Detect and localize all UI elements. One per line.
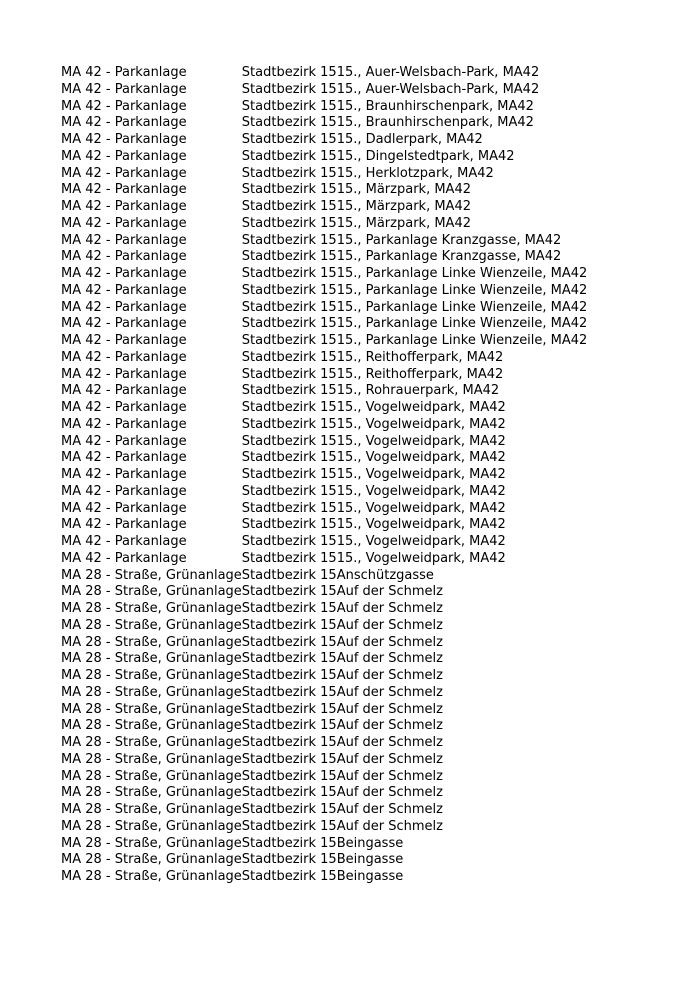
location-cell: Beingasse: [336, 835, 404, 851]
location-cell: Auf der Schmelz: [336, 617, 443, 633]
district-cell: Stadtbezirk 15: [241, 668, 337, 683]
table-row: [61, 752, 587, 769]
location-cell: Auf der Schmelz: [336, 668, 443, 683]
location-cell: 15., Märzpark, MA42: [336, 182, 471, 198]
table-row: [61, 702, 587, 719]
table-row: [61, 266, 587, 283]
district-cell: Stadtbezirk 15: [241, 366, 337, 382]
department-cell: MA 28 - Straße, Grünanlage: [61, 852, 242, 868]
department-cell: MA 28 - Straße, Grünanlage: [61, 668, 242, 683]
location-cell: 15., Auer-Welsbach-Park, MA42: [336, 65, 540, 80]
department-cell: MA 42 - Parkanlage: [61, 182, 187, 198]
location-cell: 15., Vogelweidpark, MA42: [336, 467, 506, 482]
district-cell: Stadtbezirk 15: [241, 199, 337, 214]
location-cell: 15., Vogelweidpark, MA42: [336, 450, 506, 466]
table-row: [61, 417, 587, 434]
department-cell: MA 42 - Parkanlage: [61, 232, 187, 248]
location-cell: 15., Reithofferpark, MA42: [336, 366, 504, 382]
district-cell: Stadtbezirk 15: [241, 584, 337, 600]
department-cell: MA 42 - Parkanlage: [61, 148, 187, 164]
district-cell: Stadtbezirk 15: [241, 316, 337, 332]
location-cell: Auf der Schmelz: [336, 634, 443, 650]
department-cell: MA 42 - Parkanlage: [61, 450, 187, 466]
location-cell: Auf der Schmelz: [336, 818, 443, 834]
table-row: [61, 115, 587, 132]
department-cell: MA 28 - Straße, Grünanlage: [61, 835, 242, 851]
department-cell: MA 28 - Straße, Grünanlage: [61, 617, 242, 633]
location-cell: 15., Parkanlage Linke Wienzeile, MA42: [336, 333, 588, 348]
table-row: [61, 132, 587, 149]
records-table: [61, 65, 587, 886]
location-cell: 15., Parkanlage Linke Wienzeile, MA42: [336, 266, 588, 281]
department-cell: MA 28 - Straße, Grünanlage: [61, 684, 242, 700]
location-cell: Beingasse: [336, 869, 404, 884]
district-cell: Stadtbezirk 15: [241, 534, 337, 549]
table-row: [61, 836, 587, 853]
district-cell: Stadtbezirk 15: [241, 651, 337, 667]
department-cell: MA 42 - Parkanlage: [61, 165, 187, 181]
table-row: [61, 819, 587, 836]
table-row: [61, 501, 587, 518]
location-cell: Anschützgasse: [336, 567, 434, 583]
table-row: [61, 216, 587, 233]
location-cell: 15., Parkanlage Linke Wienzeile, MA42: [336, 299, 588, 315]
location-cell: 15., Vogelweidpark, MA42: [336, 534, 506, 549]
district-cell: Stadtbezirk 15: [241, 617, 337, 633]
department-cell: MA 42 - Parkanlage: [61, 433, 187, 449]
district-cell: Stadtbezirk 15: [241, 383, 337, 399]
location-cell: Auf der Schmelz: [336, 651, 443, 667]
department-cell: MA 42 - Parkanlage: [61, 366, 187, 382]
location-cell: 15., Märzpark, MA42: [336, 199, 471, 214]
district-cell: Stadtbezirk 15: [241, 785, 337, 801]
table-row: [61, 618, 587, 635]
location-cell: 15., Vogelweidpark, MA42: [336, 433, 506, 449]
department-cell: MA 42 - Parkanlage: [61, 517, 187, 533]
location-cell: Auf der Schmelz: [336, 768, 443, 784]
district-cell: Stadtbezirk 15: [241, 701, 337, 717]
department-cell: MA 42 - Parkanlage: [61, 282, 187, 298]
table-row: [61, 685, 587, 702]
department-cell: MA 42 - Parkanlage: [61, 467, 187, 482]
district-cell: Stadtbezirk 15: [241, 852, 337, 868]
district-cell: Stadtbezirk 15: [241, 751, 337, 767]
location-cell: Auf der Schmelz: [336, 802, 443, 817]
district-cell: Stadtbezirk 15: [241, 601, 337, 616]
district-cell: Stadtbezirk 15: [241, 349, 337, 365]
location-cell: Auf der Schmelz: [336, 735, 443, 750]
department-cell: MA 28 - Straße, Grünanlage: [61, 768, 242, 784]
table-row: [61, 166, 587, 183]
table-row: [61, 601, 587, 618]
district-cell: Stadtbezirk 15: [241, 98, 337, 114]
location-cell: 15., Reithofferpark, MA42: [336, 349, 504, 365]
department-cell: MA 42 - Parkanlage: [61, 299, 187, 315]
location-cell: Auf der Schmelz: [336, 684, 443, 700]
department-cell: MA 42 - Parkanlage: [61, 98, 187, 114]
location-cell: Auf der Schmelz: [336, 701, 443, 717]
district-cell: Stadtbezirk 15: [241, 299, 337, 315]
table-row: [61, 484, 587, 501]
table-row: [61, 367, 587, 384]
location-cell: 15., Märzpark, MA42: [336, 215, 471, 231]
records-body: [61, 65, 587, 886]
department-cell: MA 28 - Straße, Grünanlage: [61, 818, 242, 834]
location-cell: Auf der Schmelz: [336, 601, 443, 616]
department-cell: MA 28 - Straße, Grünanlage: [61, 651, 242, 667]
location-cell: Auf der Schmelz: [336, 785, 443, 801]
location-cell: 15., Parkanlage Linke Wienzeile, MA42: [336, 282, 588, 298]
table-row: [61, 668, 587, 685]
department-cell: MA 42 - Parkanlage: [61, 333, 187, 348]
location-cell: 15., Vogelweidpark, MA42: [336, 400, 506, 415]
location-cell: Auf der Schmelz: [336, 718, 443, 734]
location-cell: 15., Vogelweidpark, MA42: [336, 517, 506, 533]
department-cell: MA 28 - Straße, Grünanlage: [61, 567, 242, 583]
table-row: [61, 333, 587, 350]
table-row: [61, 568, 587, 585]
department-cell: MA 42 - Parkanlage: [61, 199, 187, 214]
location-cell: Beingasse: [336, 852, 404, 868]
district-cell: Stadtbezirk 15: [241, 450, 337, 466]
district-cell: Stadtbezirk 15: [241, 165, 337, 181]
department-cell: MA 42 - Parkanlage: [61, 65, 187, 80]
table-row: [61, 802, 587, 819]
table-row: [61, 718, 587, 735]
location-cell: 15., Rohrauerpark, MA42: [336, 383, 500, 399]
department-cell: MA 42 - Parkanlage: [61, 266, 187, 281]
table-row: [61, 65, 587, 82]
department-cell: MA 42 - Parkanlage: [61, 416, 187, 432]
district-cell: Stadtbezirk 15: [241, 115, 337, 131]
district-cell: Stadtbezirk 15: [241, 232, 337, 248]
department-cell: MA 28 - Straße, Grünanlage: [61, 584, 242, 600]
district-cell: Stadtbezirk 15: [241, 148, 337, 164]
department-cell: MA 42 - Parkanlage: [61, 115, 187, 131]
table-row: [61, 199, 587, 216]
location-cell: Auf der Schmelz: [336, 584, 443, 600]
district-cell: Stadtbezirk 15: [241, 818, 337, 834]
department-cell: MA 42 - Parkanlage: [61, 316, 187, 332]
department-cell: MA 42 - Parkanlage: [61, 215, 187, 231]
department-cell: MA 28 - Straße, Grünanlage: [61, 634, 242, 650]
department-cell: MA 28 - Straße, Grünanlage: [61, 718, 242, 734]
location-cell: 15., Vogelweidpark, MA42: [336, 483, 506, 499]
department-cell: MA 42 - Parkanlage: [61, 383, 187, 399]
department-cell: MA 28 - Straße, Grünanlage: [61, 802, 242, 817]
district-cell: Stadtbezirk 15: [241, 282, 337, 298]
district-cell: Stadtbezirk 15: [241, 517, 337, 533]
department-cell: MA 42 - Parkanlage: [61, 349, 187, 365]
table-row: [61, 852, 587, 869]
department-cell: MA 42 - Parkanlage: [61, 249, 187, 265]
department-cell: MA 42 - Parkanlage: [61, 81, 187, 97]
table-row: [61, 785, 587, 802]
district-cell: Stadtbezirk 15: [241, 550, 337, 566]
table-row: [61, 434, 587, 451]
location-cell: 15., Dingelstedtpark, MA42: [336, 148, 515, 164]
district-cell: Stadtbezirk 15: [241, 400, 337, 415]
department-cell: MA 28 - Straße, Grünanlage: [61, 785, 242, 801]
district-cell: Stadtbezirk 15: [241, 500, 337, 516]
department-cell: MA 42 - Parkanlage: [61, 483, 187, 499]
table-row: [61, 99, 587, 116]
department-cell: MA 42 - Parkanlage: [61, 132, 187, 147]
table-row: [61, 249, 587, 266]
district-cell: Stadtbezirk 15: [241, 433, 337, 449]
location-cell: 15., Parkanlage Kranzgasse, MA42: [336, 232, 562, 248]
district-cell: Stadtbezirk 15: [241, 483, 337, 499]
table-row: [61, 735, 587, 752]
location-cell: 15., Vogelweidpark, MA42: [336, 500, 506, 516]
location-cell: 15., Auer-Welsbach-Park, MA42: [336, 81, 540, 97]
district-cell: Stadtbezirk 15: [241, 333, 337, 348]
table-row: [61, 450, 587, 467]
district-cell: Stadtbezirk 15: [241, 735, 337, 750]
department-cell: MA 28 - Straße, Grünanlage: [61, 601, 242, 616]
district-cell: Stadtbezirk 15: [241, 869, 337, 884]
table-row: [61, 283, 587, 300]
department-cell: MA 42 - Parkanlage: [61, 500, 187, 516]
district-cell: Stadtbezirk 15: [241, 684, 337, 700]
department-cell: MA 28 - Straße, Grünanlage: [61, 701, 242, 717]
table-row: [61, 82, 587, 99]
table-row: [61, 149, 587, 166]
district-cell: Stadtbezirk 15: [241, 416, 337, 432]
table-row: [61, 517, 587, 534]
department-cell: MA 28 - Straße, Grünanlage: [61, 735, 242, 750]
location-cell: Auf der Schmelz: [336, 751, 443, 767]
district-cell: Stadtbezirk 15: [241, 467, 337, 482]
table-row: [61, 769, 587, 786]
location-cell: 15., Dadlerpark, MA42: [336, 132, 483, 147]
district-cell: Stadtbezirk 15: [241, 634, 337, 650]
location-cell: 15., Braunhirschenpark, MA42: [336, 115, 534, 131]
district-cell: Stadtbezirk 15: [241, 718, 337, 734]
district-cell: Stadtbezirk 15: [241, 65, 337, 80]
location-cell: 15., Herklotzpark, MA42: [336, 165, 494, 181]
table-row: [61, 300, 587, 317]
table-row: [61, 182, 587, 199]
district-cell: Stadtbezirk 15: [241, 768, 337, 784]
location-cell: 15., Vogelweidpark, MA42: [336, 550, 506, 566]
table-row: [61, 400, 587, 417]
department-cell: MA 28 - Straße, Grünanlage: [61, 751, 242, 767]
table-row: [61, 350, 587, 367]
table-row: [61, 651, 587, 668]
district-cell: Stadtbezirk 15: [241, 249, 337, 265]
district-cell: Stadtbezirk 15: [241, 266, 337, 281]
table-row: [61, 584, 587, 601]
location-cell: 15., Parkanlage Linke Wienzeile, MA42: [336, 316, 588, 332]
district-cell: Stadtbezirk 15: [241, 132, 337, 147]
district-cell: Stadtbezirk 15: [241, 835, 337, 851]
department-cell: MA 42 - Parkanlage: [61, 550, 187, 566]
district-cell: Stadtbezirk 15: [241, 81, 337, 97]
district-cell: Stadtbezirk 15: [241, 802, 337, 817]
table-row: [61, 233, 587, 250]
table-row: [61, 551, 587, 568]
department-cell: MA 28 - Straße, Grünanlage: [61, 869, 242, 884]
department-cell: MA 42 - Parkanlage: [61, 400, 187, 415]
location-cell: 15., Parkanlage Kranzgasse, MA42: [336, 249, 562, 265]
district-cell: Stadtbezirk 15: [241, 182, 337, 198]
table-row: [61, 316, 587, 333]
table-row: [61, 869, 587, 886]
location-cell: 15., Braunhirschenpark, MA42: [336, 98, 534, 114]
location-cell: 15., Vogelweidpark, MA42: [336, 416, 506, 432]
department-cell: MA 42 - Parkanlage: [61, 534, 187, 549]
table-row: [61, 383, 587, 400]
table-row: [61, 534, 587, 551]
district-cell: Stadtbezirk 15: [241, 567, 337, 583]
district-cell: Stadtbezirk 15: [241, 215, 337, 231]
table-row: [61, 635, 587, 652]
table-row: [61, 467, 587, 484]
